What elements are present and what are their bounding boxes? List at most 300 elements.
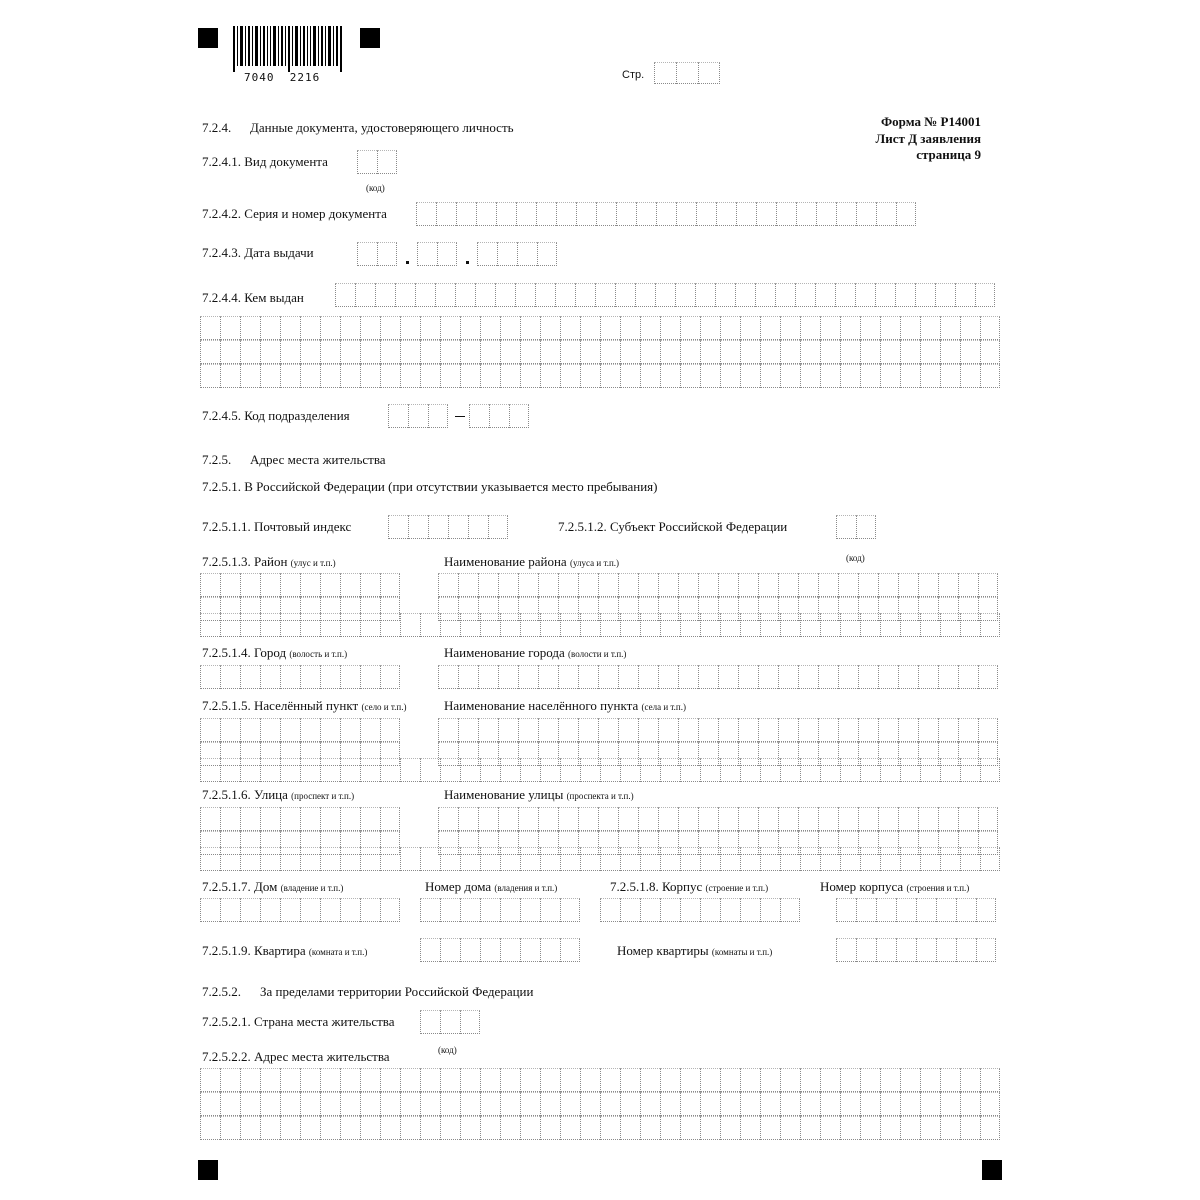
input-cell[interactable]	[220, 1068, 240, 1092]
input-cell[interactable]	[740, 758, 760, 782]
input-cell[interactable]	[900, 1116, 920, 1140]
input-cell[interactable]	[978, 718, 998, 742]
input-cell[interactable]	[678, 807, 698, 831]
input-cell[interactable]	[460, 340, 480, 364]
input-cell[interactable]	[340, 758, 360, 782]
input-cell[interactable]	[720, 340, 740, 364]
input-cell[interactable]	[838, 718, 858, 742]
input-cell[interactable]	[500, 364, 520, 388]
input-cell[interactable]	[500, 847, 520, 871]
input-cell[interactable]	[720, 847, 740, 871]
input-cell[interactable]	[260, 1116, 280, 1140]
input-cell[interactable]	[616, 202, 636, 226]
input-cell[interactable]	[840, 613, 860, 637]
input-cell[interactable]	[980, 340, 1000, 364]
input-cell[interactable]	[477, 242, 497, 266]
input-cell[interactable]	[460, 1116, 480, 1140]
input-cell[interactable]	[200, 1092, 220, 1116]
input-cell[interactable]	[920, 1116, 940, 1140]
input-cell[interactable]	[978, 573, 998, 597]
input-cell[interactable]	[780, 1092, 800, 1116]
input-cell[interactable]	[578, 665, 598, 689]
input-cell[interactable]	[556, 202, 576, 226]
apartment-type-cells[interactable]	[420, 938, 580, 962]
input-cell[interactable]	[896, 938, 916, 962]
input-cell[interactable]	[420, 938, 440, 962]
input-cell[interactable]	[420, 898, 440, 922]
input-cell[interactable]	[220, 316, 240, 340]
input-cell[interactable]	[500, 316, 520, 340]
input-cell[interactable]	[240, 898, 260, 922]
input-cell[interactable]	[858, 665, 878, 689]
input-cell[interactable]	[260, 364, 280, 388]
input-cell[interactable]	[540, 613, 560, 637]
input-cell[interactable]	[840, 364, 860, 388]
input-cell[interactable]	[340, 1068, 360, 1092]
input-cell[interactable]	[520, 1068, 540, 1092]
input-cell[interactable]	[896, 202, 916, 226]
input-cell[interactable]	[380, 898, 400, 922]
input-cell[interactable]	[700, 316, 720, 340]
input-cell[interactable]	[940, 1116, 960, 1140]
input-cell[interactable]	[520, 898, 540, 922]
input-cell[interactable]	[778, 665, 798, 689]
input-cell[interactable]	[360, 758, 380, 782]
input-cell[interactable]	[758, 665, 778, 689]
input-cell[interactable]	[538, 807, 558, 831]
input-cell[interactable]	[880, 613, 900, 637]
input-cell[interactable]	[455, 283, 475, 307]
input-cell[interactable]	[640, 1068, 660, 1092]
input-cell[interactable]	[518, 807, 538, 831]
input-cell[interactable]	[936, 938, 956, 962]
input-cell[interactable]	[200, 807, 220, 831]
input-cell[interactable]	[680, 1116, 700, 1140]
input-cell[interactable]	[420, 847, 440, 871]
input-cell[interactable]	[780, 1116, 800, 1140]
input-cell[interactable]	[780, 613, 800, 637]
input-cell[interactable]	[458, 573, 478, 597]
input-cell[interactable]	[408, 515, 428, 539]
input-cell[interactable]	[700, 613, 720, 637]
input-cell[interactable]	[280, 573, 300, 597]
input-cell[interactable]	[760, 1116, 780, 1140]
input-cell[interactable]	[260, 718, 280, 742]
document-series-number-cells[interactable]	[416, 202, 916, 226]
input-cell[interactable]	[380, 364, 400, 388]
input-cell[interactable]	[918, 573, 938, 597]
input-cell[interactable]	[640, 1092, 660, 1116]
input-cell[interactable]	[836, 202, 856, 226]
input-cell[interactable]	[360, 1068, 380, 1092]
input-cell[interactable]	[220, 807, 240, 831]
input-cell[interactable]	[500, 898, 520, 922]
input-cell[interactable]	[960, 340, 980, 364]
input-cell[interactable]	[428, 404, 448, 428]
input-cell[interactable]	[860, 1068, 880, 1092]
input-cell[interactable]	[660, 340, 680, 364]
input-cell[interactable]	[700, 847, 720, 871]
input-cell[interactable]	[975, 283, 995, 307]
input-cell[interactable]	[700, 1092, 720, 1116]
input-cell[interactable]	[540, 847, 560, 871]
input-cell[interactable]	[960, 1068, 980, 1092]
input-cell[interactable]	[600, 364, 620, 388]
input-cell[interactable]	[400, 1092, 420, 1116]
input-cell[interactable]	[300, 807, 320, 831]
input-cell[interactable]	[820, 758, 840, 782]
input-cell[interactable]	[420, 613, 440, 637]
input-cell[interactable]	[280, 316, 300, 340]
input-cell[interactable]	[978, 807, 998, 831]
issued-by-cells-lines[interactable]	[200, 316, 1000, 388]
input-cell[interactable]	[560, 938, 580, 962]
input-cell[interactable]	[800, 847, 820, 871]
input-cell[interactable]	[860, 340, 880, 364]
input-cell[interactable]	[580, 1068, 600, 1092]
input-cell[interactable]	[280, 665, 300, 689]
input-cell[interactable]	[815, 283, 835, 307]
input-cell[interactable]	[440, 938, 460, 962]
input-cell[interactable]	[357, 150, 377, 174]
input-cell[interactable]	[660, 1116, 680, 1140]
input-cell[interactable]	[500, 1068, 520, 1092]
input-cell[interactable]	[498, 665, 518, 689]
input-cell[interactable]	[200, 718, 220, 742]
input-cell[interactable]	[820, 1068, 840, 1092]
input-cell[interactable]	[357, 242, 377, 266]
input-cell[interactable]	[860, 613, 880, 637]
input-cell[interactable]	[475, 283, 495, 307]
input-cell[interactable]	[580, 613, 600, 637]
input-cell[interactable]	[440, 613, 460, 637]
input-cell[interactable]	[938, 573, 958, 597]
input-cell[interactable]	[520, 847, 540, 871]
input-cell[interactable]	[895, 283, 915, 307]
input-cell[interactable]	[920, 758, 940, 782]
input-cell[interactable]	[260, 1092, 280, 1116]
input-cell[interactable]	[576, 202, 596, 226]
input-cell[interactable]	[435, 283, 455, 307]
input-cell[interactable]	[658, 665, 678, 689]
input-cell[interactable]	[560, 758, 580, 782]
input-cell[interactable]	[360, 613, 380, 637]
subdivision-code-cells-a[interactable]	[388, 404, 448, 428]
input-cell[interactable]	[360, 898, 380, 922]
input-cell[interactable]	[600, 340, 620, 364]
input-cell[interactable]	[800, 1116, 820, 1140]
input-cell[interactable]	[560, 1092, 580, 1116]
input-cell[interactable]	[920, 847, 940, 871]
input-cell[interactable]	[460, 758, 480, 782]
input-cell[interactable]	[560, 316, 580, 340]
input-cell[interactable]	[698, 718, 718, 742]
input-cell[interactable]	[595, 283, 615, 307]
input-cell[interactable]	[340, 573, 360, 597]
input-cell[interactable]	[560, 364, 580, 388]
input-cell[interactable]	[558, 718, 578, 742]
input-cell[interactable]	[537, 242, 557, 266]
input-cell[interactable]	[940, 364, 960, 388]
input-cell[interactable]	[240, 1116, 260, 1140]
input-cell[interactable]	[480, 847, 500, 871]
input-cell[interactable]	[860, 758, 880, 782]
input-cell[interactable]	[377, 242, 397, 266]
input-cell[interactable]	[920, 1068, 940, 1092]
input-cell[interactable]	[478, 665, 498, 689]
input-cell[interactable]	[900, 847, 920, 871]
input-cell[interactable]	[820, 1116, 840, 1140]
input-cell[interactable]	[778, 807, 798, 831]
input-cell[interactable]	[540, 1092, 560, 1116]
input-cell[interactable]	[738, 718, 758, 742]
input-cell[interactable]	[720, 898, 740, 922]
input-cell[interactable]	[778, 573, 798, 597]
input-cell[interactable]	[478, 807, 498, 831]
input-cell[interactable]	[555, 283, 575, 307]
input-cell[interactable]	[640, 316, 660, 340]
input-cell[interactable]	[480, 898, 500, 922]
input-cell[interactable]	[660, 1068, 680, 1092]
input-cell[interactable]	[840, 316, 860, 340]
input-cell[interactable]	[540, 938, 560, 962]
input-cell[interactable]	[420, 1092, 440, 1116]
input-cell[interactable]	[520, 316, 540, 340]
input-cell[interactable]	[260, 898, 280, 922]
input-cell[interactable]	[840, 1092, 860, 1116]
input-cell[interactable]	[980, 1068, 1000, 1092]
input-cell[interactable]	[700, 364, 720, 388]
input-cell[interactable]	[495, 283, 515, 307]
input-cell[interactable]	[497, 242, 517, 266]
input-cell[interactable]	[818, 807, 838, 831]
input-cell[interactable]	[400, 1068, 420, 1092]
input-cell[interactable]	[656, 202, 676, 226]
input-cell[interactable]	[360, 807, 380, 831]
input-cell[interactable]	[758, 573, 778, 597]
input-cell[interactable]	[400, 364, 420, 388]
input-cell[interactable]	[916, 898, 936, 922]
input-cell[interactable]	[920, 613, 940, 637]
input-cell[interactable]	[280, 1116, 300, 1140]
input-cell[interactable]	[680, 340, 700, 364]
input-cell[interactable]	[660, 1092, 680, 1116]
input-cell[interactable]	[498, 573, 518, 597]
input-cell[interactable]	[620, 1068, 640, 1092]
input-cell[interactable]	[978, 665, 998, 689]
input-cell[interactable]	[880, 1068, 900, 1092]
input-cell[interactable]	[960, 364, 980, 388]
input-cell[interactable]	[740, 898, 760, 922]
input-cell[interactable]	[776, 202, 796, 226]
input-cell[interactable]	[755, 283, 775, 307]
input-cell[interactable]	[578, 718, 598, 742]
input-cell[interactable]	[760, 758, 780, 782]
input-cell[interactable]	[640, 898, 660, 922]
subdivision-code-cells-b[interactable]	[469, 404, 529, 428]
input-cell[interactable]	[300, 613, 320, 637]
input-cell[interactable]	[598, 718, 618, 742]
input-cell[interactable]	[420, 1010, 440, 1034]
input-cell[interactable]	[520, 613, 540, 637]
input-cell[interactable]	[878, 573, 898, 597]
input-cell[interactable]	[798, 807, 818, 831]
input-cell[interactable]	[440, 847, 460, 871]
input-cell[interactable]	[698, 665, 718, 689]
input-cell[interactable]	[240, 807, 260, 831]
input-cell[interactable]	[220, 364, 240, 388]
input-cell[interactable]	[960, 847, 980, 871]
input-cell[interactable]	[460, 364, 480, 388]
input-cell[interactable]	[655, 283, 675, 307]
input-cell[interactable]	[436, 202, 456, 226]
input-cell[interactable]	[516, 202, 536, 226]
building-number-cells[interactable]	[836, 898, 996, 922]
input-cell[interactable]	[660, 898, 680, 922]
input-cell[interactable]	[600, 1068, 620, 1092]
input-cell[interactable]	[680, 364, 700, 388]
input-cell[interactable]	[820, 1092, 840, 1116]
input-cell[interactable]	[636, 202, 656, 226]
input-cell[interactable]	[220, 613, 240, 637]
input-cell[interactable]	[380, 1116, 400, 1140]
input-cell[interactable]	[240, 340, 260, 364]
input-cell[interactable]	[520, 364, 540, 388]
input-cell[interactable]	[536, 202, 556, 226]
document-type-code-cells[interactable]	[357, 150, 397, 174]
input-cell[interactable]	[460, 1092, 480, 1116]
input-cell[interactable]	[676, 62, 698, 84]
input-cell[interactable]	[640, 1116, 660, 1140]
input-cell[interactable]	[618, 573, 638, 597]
input-cell[interactable]	[740, 1116, 760, 1140]
input-cell[interactable]	[956, 938, 976, 962]
input-cell[interactable]	[300, 316, 320, 340]
input-cell[interactable]	[468, 515, 488, 539]
input-cell[interactable]	[560, 847, 580, 871]
input-cell[interactable]	[680, 613, 700, 637]
input-cell[interactable]	[540, 758, 560, 782]
input-cell[interactable]	[638, 807, 658, 831]
input-cell[interactable]	[440, 758, 460, 782]
street-name-cells-2[interactable]	[200, 847, 1000, 871]
input-cell[interactable]	[860, 316, 880, 340]
input-cell[interactable]	[500, 340, 520, 364]
input-cell[interactable]	[518, 573, 538, 597]
input-cell[interactable]	[916, 938, 936, 962]
input-cell[interactable]	[460, 1010, 480, 1034]
input-cell[interactable]	[300, 1116, 320, 1140]
input-cell[interactable]	[675, 283, 695, 307]
input-cell[interactable]	[380, 847, 400, 871]
input-cell[interactable]	[858, 573, 878, 597]
input-cell[interactable]	[300, 758, 320, 782]
input-cell[interactable]	[876, 898, 896, 922]
input-cell[interactable]	[796, 202, 816, 226]
input-cell[interactable]	[860, 847, 880, 871]
input-cell[interactable]	[380, 665, 400, 689]
house-type-cells[interactable]	[200, 898, 400, 922]
input-cell[interactable]	[388, 515, 408, 539]
input-cell[interactable]	[340, 898, 360, 922]
input-cell[interactable]	[760, 340, 780, 364]
input-cell[interactable]	[960, 758, 980, 782]
input-cell[interactable]	[480, 316, 500, 340]
input-cell[interactable]	[440, 898, 460, 922]
input-cell[interactable]	[860, 1092, 880, 1116]
input-cell[interactable]	[620, 613, 640, 637]
input-cell[interactable]	[560, 340, 580, 364]
input-cell[interactable]	[760, 898, 780, 922]
input-cell[interactable]	[760, 613, 780, 637]
input-cell[interactable]	[220, 847, 240, 871]
input-cell[interactable]	[920, 340, 940, 364]
input-cell[interactable]	[260, 1068, 280, 1092]
city-type-cells[interactable]	[200, 665, 400, 689]
input-cell[interactable]	[698, 573, 718, 597]
input-cell[interactable]	[448, 515, 468, 539]
input-cell[interactable]	[940, 316, 960, 340]
input-cell[interactable]	[240, 847, 260, 871]
input-cell[interactable]	[720, 1116, 740, 1140]
input-cell[interactable]	[360, 847, 380, 871]
input-cell[interactable]	[560, 1116, 580, 1140]
input-cell[interactable]	[300, 665, 320, 689]
input-cell[interactable]	[718, 665, 738, 689]
input-cell[interactable]	[580, 1092, 600, 1116]
input-cell[interactable]	[438, 665, 458, 689]
input-cell[interactable]	[260, 573, 280, 597]
input-cell[interactable]	[980, 1092, 1000, 1116]
input-cell[interactable]	[620, 898, 640, 922]
input-cell[interactable]	[538, 718, 558, 742]
input-cell[interactable]	[596, 202, 616, 226]
input-cell[interactable]	[920, 364, 940, 388]
input-cell[interactable]	[678, 718, 698, 742]
input-cell[interactable]	[878, 807, 898, 831]
input-cell[interactable]	[735, 283, 755, 307]
input-cell[interactable]	[798, 665, 818, 689]
input-cell[interactable]	[260, 340, 280, 364]
input-cell[interactable]	[360, 1116, 380, 1140]
input-cell[interactable]	[500, 758, 520, 782]
input-cell[interactable]	[758, 718, 778, 742]
input-cell[interactable]	[417, 242, 437, 266]
input-cell[interactable]	[300, 1092, 320, 1116]
input-cell[interactable]	[240, 573, 260, 597]
input-cell[interactable]	[838, 573, 858, 597]
input-cell[interactable]	[740, 364, 760, 388]
input-cell[interactable]	[578, 573, 598, 597]
input-cell[interactable]	[958, 807, 978, 831]
input-cell[interactable]	[840, 1068, 860, 1092]
input-cell[interactable]	[320, 573, 340, 597]
input-cell[interactable]	[580, 316, 600, 340]
input-cell[interactable]	[638, 718, 658, 742]
input-cell[interactable]	[700, 1116, 720, 1140]
input-cell[interactable]	[658, 807, 678, 831]
input-cell[interactable]	[600, 898, 620, 922]
input-cell[interactable]	[498, 718, 518, 742]
input-cell[interactable]	[640, 340, 660, 364]
input-cell[interactable]	[200, 613, 220, 637]
input-cell[interactable]	[720, 364, 740, 388]
input-cell[interactable]	[340, 665, 360, 689]
input-cell[interactable]	[380, 613, 400, 637]
issued-by-cells-line-1[interactable]	[335, 283, 995, 307]
input-cell[interactable]	[200, 665, 220, 689]
input-cell[interactable]	[260, 847, 280, 871]
